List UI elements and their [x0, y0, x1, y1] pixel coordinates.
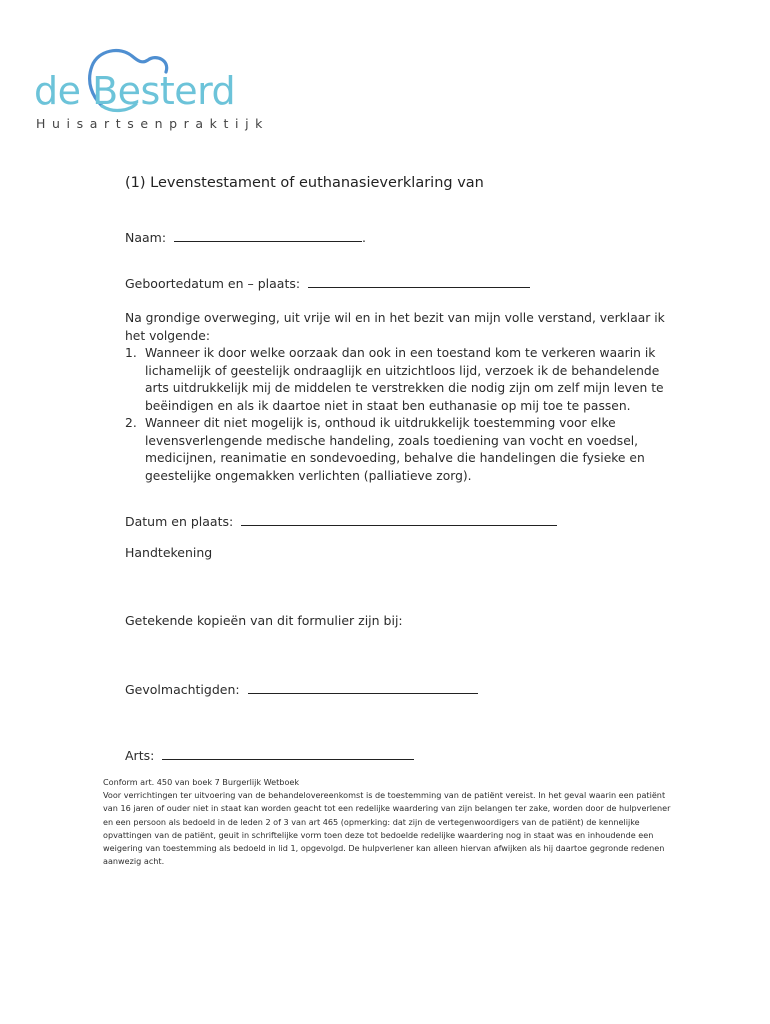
- gevolmachtigden-field: [125, 680, 478, 697]
- legal-heading: Conform art. 450 van boek 7 Burgerlijk Wetboek: [103, 777, 300, 787]
- kopieen-label: Getekende kopieën van dit formulier zijn bij:: [125, 613, 403, 628]
- naam-field: [125, 228, 366, 245]
- practice-name: de Besterd: [34, 69, 236, 113]
- geboorte-field: [125, 274, 530, 291]
- naam-suffix: .: [362, 230, 367, 245]
- gevolmachtigden-label: Gevolmachtigden:: [125, 682, 240, 697]
- datum-input-line[interactable]: [241, 512, 557, 526]
- gevolmachtigden-input-line[interactable]: [248, 680, 478, 694]
- item-number: 2.: [125, 416, 137, 430]
- geboorte-input-line[interactable]: [308, 274, 530, 288]
- geboorte-label: Geboortedatum en – plaats:: [125, 276, 301, 291]
- arts-input-line[interactable]: [162, 746, 414, 760]
- datum-field: [125, 512, 557, 529]
- document-title: (1) Levenstestament of euthanasieverklaring van: [125, 175, 484, 191]
- declaration-list: [125, 345, 665, 485]
- declaration-item: [125, 415, 665, 485]
- arts-field: [125, 746, 414, 763]
- declaration-intro: Na grondige overweging, uit vrije wil en in het bezit van mijn volle verstand, verklaar ik het volgende:: [125, 311, 665, 343]
- kopieen-field: [125, 613, 403, 628]
- legal-text: Voor verrichtingen ter uitvoering van de behandelovereenkomst is de toestemming van de patiënt vereist. In het geval waarin een patiënt van 16 jaren of ouder niet in staat kan worden geacht tot een redelijke waardering van zijn belangen ter zake, worden door de hulpverlener en een persoon als bedoeld in de leden 2 of 3 van art 465 (opmerking: dat zijn de vertegenwoordigers van de patiënt) de kennelijke opvattingen van de patiënt, geuit in schriftelijke vorm toen deze tot bedoelde redelijke waardering nog in staat was en inhoudende een weigering van toestemming als bedoeld in lid 1, opgevolgd. De hulpverlener kan alleen hiervan afwijken als hij daartoe gegronde redenen aanwezig acht.: [103, 790, 671, 867]
- practice-subtitle: Huisartsenpraktijk: [36, 116, 269, 131]
- handtekening-field: [125, 545, 212, 560]
- declaration: [125, 310, 665, 485]
- legal-note: [103, 776, 673, 868]
- declaration-item: [125, 345, 665, 415]
- item-number: 1.: [125, 346, 137, 360]
- handtekening-label: Handtekening: [125, 545, 213, 560]
- item-text: Wanneer ik door welke oorzaak dan ook in een toestand kom te verkeren waarin ik lichamelijk of geestelijk ondraaglijk en uitzichtloos lijd, verzoek ik de behandelende arts uitdrukkelijk mij de middelen te verstrekken die nodig zijn om zelf mijn leven te beëindigen en als ik daartoe niet in staat ben euthanasie op mij toe te passen.: [145, 346, 664, 413]
- naam-input-line[interactable]: [174, 228, 362, 242]
- naam-label: Naam:: [125, 230, 167, 245]
- item-text: Wanneer dit niet mogelijk is, onthoud ik uitdrukkelijk toestemming voor elke levensverlengende medische handeling, zoals toediening van vocht en voedsel, medicijnen, reanimatie en sondevoeding, behalve die handelingen die fysieke en geestelijke ongemakken verlichten (palliatieve zorg).: [145, 416, 645, 483]
- practice-logo: [30, 44, 270, 134]
- datum-label: Datum en plaats:: [125, 514, 234, 529]
- arts-label: Arts:: [125, 748, 155, 763]
